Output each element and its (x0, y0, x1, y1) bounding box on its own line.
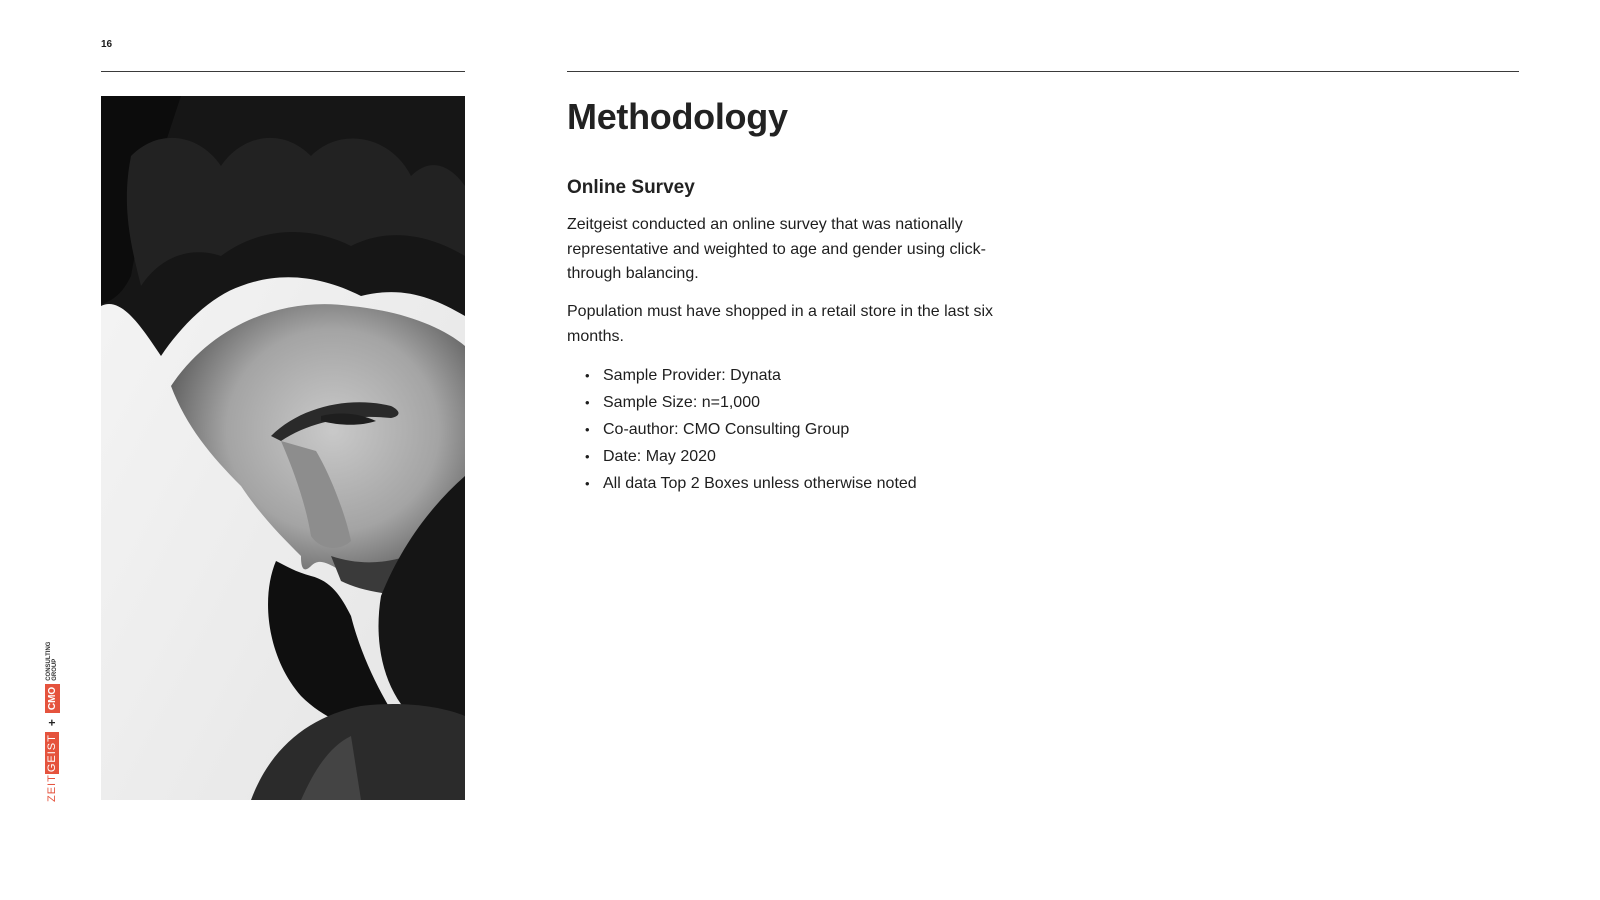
details-list (567, 362, 917, 497)
logo-zeit-text: ZEIT (46, 774, 58, 802)
paragraph-survey-description: Zeitgeist conducted an online survey that was nationally representative and weighted to age and gender using click-through balancing. (567, 216, 986, 282)
list-item-text: Sample Size: n=1,000 (603, 394, 760, 411)
logo-group-text: GROUP (52, 658, 58, 681)
page-number: 16 (101, 39, 113, 50)
bullet-icon: • (585, 395, 590, 410)
bullet-icon: • (585, 476, 590, 491)
top-rule-left (101, 71, 465, 72)
list-item-text: Sample Provider: Dynata (603, 367, 781, 384)
bullet-icon: • (585, 422, 590, 437)
logo-geist-text: GEIST (46, 734, 58, 773)
logo-plus-text: + (45, 719, 59, 727)
portrait-photo (101, 96, 465, 800)
bullet-icon: • (585, 449, 590, 464)
logo-cmo-text: CMO (45, 684, 60, 713)
paragraph-population: Population must have shopped in a retail store in the last six months. (567, 303, 994, 345)
top-rule-right (567, 71, 1519, 72)
brand-logo (38, 630, 66, 802)
bullet-icon: • (585, 368, 590, 383)
list-item-text: All data Top 2 Boxes unless otherwise noted (603, 475, 917, 492)
section-subtitle: Online Survey (567, 177, 695, 198)
page-title: Methodology (567, 96, 788, 137)
list-item (567, 443, 917, 470)
list-item (567, 362, 917, 389)
list-item-text: Co-author: CMO Consulting Group (603, 421, 850, 438)
list-item (567, 470, 917, 497)
list-item-text: Date: May 2020 (603, 448, 716, 465)
list-item (567, 416, 917, 443)
list-item (567, 389, 917, 416)
logo-consulting-group (46, 642, 58, 681)
logo-consulting-text: CONSULTING (46, 641, 52, 681)
